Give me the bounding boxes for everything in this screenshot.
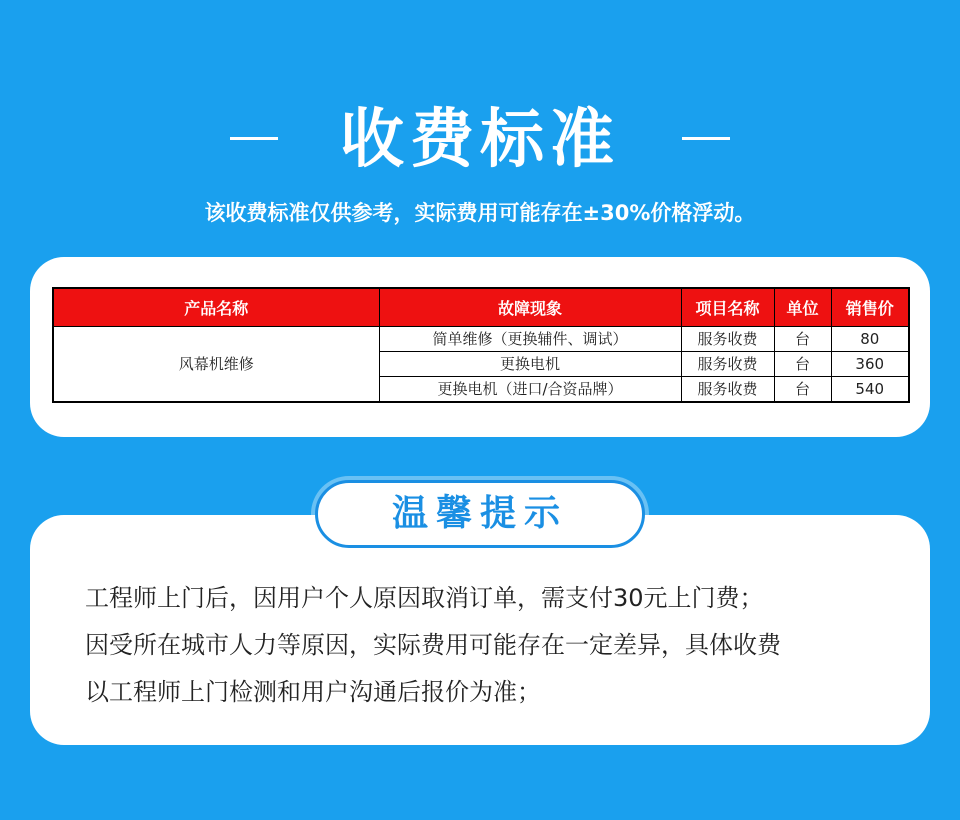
price-cell: 360: [831, 352, 909, 377]
column-header-price: 销售价: [831, 288, 909, 327]
page-subtitle: 该收费标准仅供参考，实际费用可能存在±30%价格浮动。: [204, 201, 756, 225]
item-cell: 服务收费: [681, 352, 774, 377]
fault-cell: 简单维修（更换辅件、调试）: [379, 327, 681, 352]
title-right-dash: [682, 137, 730, 140]
column-header-product: 产品名称: [53, 288, 379, 327]
page-title: 收费标准: [340, 103, 620, 177]
column-header-fault: 故障现象: [379, 288, 681, 327]
column-header-item: 项目名称: [681, 288, 774, 327]
tips-line: 因受所在城市人力等原因，实际费用可能存在一定差异，具体收费: [85, 631, 781, 659]
tips-line: 以工程师上门检测和用户沟通后报价为准；: [85, 678, 541, 706]
item-cell: 服务收费: [681, 327, 774, 352]
tips-text: [85, 575, 885, 716]
price-cell: 540: [831, 377, 909, 403]
item-cell: 服务收费: [681, 377, 774, 403]
unit-cell: 台: [774, 327, 831, 352]
tips-title-badge: [315, 480, 645, 548]
tips-card: [30, 515, 930, 745]
table-row: [53, 327, 909, 352]
price-table: [52, 287, 910, 403]
unit-cell: 台: [774, 352, 831, 377]
price-table-card: [30, 257, 930, 437]
tips-line: 工程师上门后，因用户个人原因取消订单，需支付30元上门费；: [85, 584, 764, 612]
title-row: [0, 100, 960, 180]
tips-title: 温馨提示: [391, 493, 568, 534]
price-cell: 80: [831, 327, 909, 352]
unit-cell: 台: [774, 377, 831, 403]
table-header-row: [53, 288, 909, 327]
column-header-unit: 单位: [774, 288, 831, 327]
fault-cell: 更换电机（进口/合资品牌）: [379, 377, 681, 403]
product-name-cell: 风幕机维修: [53, 327, 379, 403]
fault-cell: 更换电机: [379, 352, 681, 377]
